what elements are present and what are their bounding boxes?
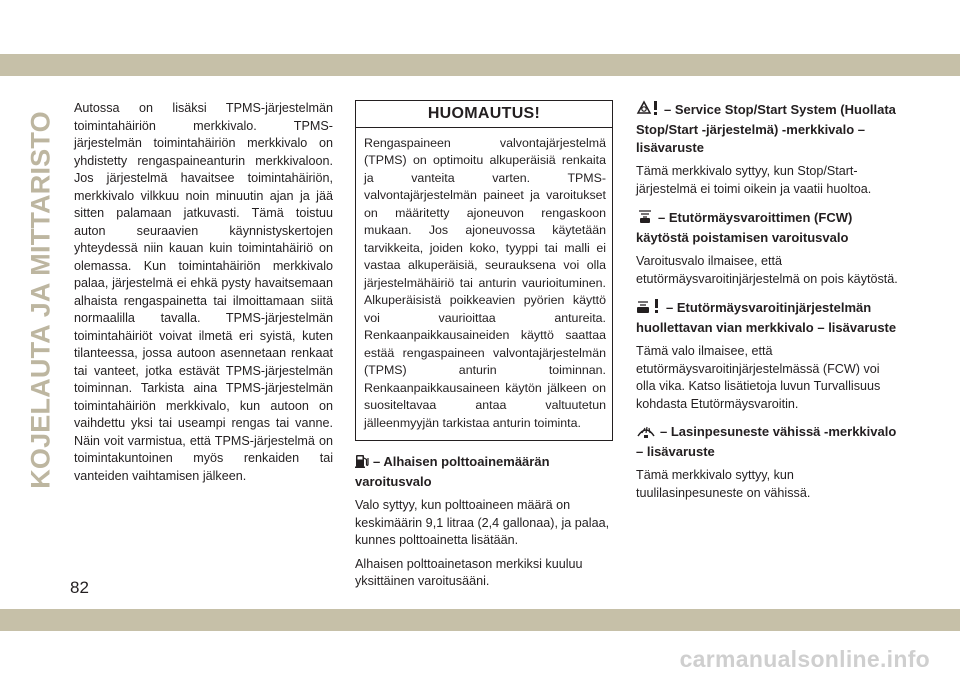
fuel-paragraph-2: Alhaisen polttoainetason merkiksi kuuluu yksittäinen varoitusääni. bbox=[355, 556, 583, 588]
stop-start-service-icon bbox=[636, 100, 660, 121]
fcw-service-heading bbox=[636, 298, 898, 337]
column-left bbox=[74, 100, 333, 485]
notice-body: Rengaspaineen valvontajärjestelmä (TPMS) on optimoitu alkuperäisiä renkaita ja vanteita varten. TPMS-valvontajärjestelmän paineet ja varoitukset on määritetty ajoneuvon rengaskoon mukaan. Jos ajoneuvossa käytetään tarvikkeita, joiden koko, tyyppi tai malli ei vastaa alkuperäisiä, seurauksena voi olla järjestelmähäiriö tai anturin vaurioituminen. Alkuperäisistä poikkeavien pyörien käyttö voi vaurioittaa antureita. Renkaanpaikkausaineiden käyttö saattaa estää rengaspaineen valvontajärjestelmän (TPMS) anturin toiminnan. Renkaanpaikkausaineen käytön jälkeen on suositeltavaa antaa valtuutetun jälleenmyyjän tarkistaa anturin toiminta. bbox=[364, 135, 606, 430]
column-right bbox=[636, 100, 898, 502]
fuel-section bbox=[355, 453, 617, 591]
fuel-pump-icon bbox=[355, 453, 369, 473]
washer-paragraph: Tämä merkkivalo syttyy, kun tuulilasinpesuneste on vähissä. bbox=[636, 468, 811, 500]
section-side-label bbox=[26, 100, 56, 500]
fcw-off-heading-text: – Etutörmäysvaroittimen (FCW) käytöstä poistamisen varoitusvalo bbox=[636, 210, 853, 245]
fcw-off-icon bbox=[636, 208, 654, 229]
washer-section bbox=[636, 423, 898, 502]
notice-title: HUOMAUTUS! bbox=[356, 101, 612, 128]
washer-heading-text: – Lasinpesuneste vähissä -merkkivalo – lisävaruste bbox=[636, 424, 897, 459]
watermark: carmanualsonline.info bbox=[679, 646, 930, 672]
fcw-off-section bbox=[636, 208, 898, 288]
stop-start-paragraph: Tämä merkkivalo syttyy, kun Stop/Start-järjestelmä ei toimi oikein ja vaatii huoltoa. bbox=[636, 164, 872, 196]
fcw-service-paragraph: Tämä valo ilmaisee, että etutörmäysvaroitinjärjestelmässä (FCW) voi olla vika. Katso lisätietoja luvun Turvallisuus kohdasta Etutörmäysvaroitin. bbox=[636, 344, 881, 411]
fcw-off-paragraph: Varoitusvalo ilmaisee, että etutörmäysvaroitinjärjestelmä on pois käytöstä. bbox=[636, 254, 898, 286]
fcw-service-icon bbox=[636, 298, 662, 319]
top-band bbox=[0, 54, 960, 76]
fcw-service-heading-text: – Etutörmäysvaroitinjärjestelmän huollettavan vian merkkivalo – lisävaruste bbox=[636, 300, 897, 335]
column-middle bbox=[355, 100, 617, 591]
stop-start-heading bbox=[636, 100, 898, 157]
stop-start-heading-text: – Service Stop/Start System (Huollata Stop/Start -järjestelmä) -merkkivalo – lisävaruste bbox=[636, 102, 896, 155]
page-number: 82 bbox=[70, 578, 89, 597]
washer-heading bbox=[636, 423, 898, 461]
fuel-heading bbox=[355, 453, 617, 491]
stop-start-section bbox=[636, 100, 898, 198]
fcw-service-section bbox=[636, 298, 898, 413]
fuel-paragraph-1: Valo syttyy, kun polttoaineen määrä on keskimäärin 9,1 litraa (2,4 gallonaa), ja palaa, kunnes polttoainetta lisätään. bbox=[355, 498, 610, 547]
tpms-malfunction-paragraph: Autossa on lisäksi TPMS-järjestelmän toimintahäiriön merkkivalo. TPMS-järjestelmän toimintahäiriön merkkivalo on yhdistetty rengaspaineanturin merkkivaloon. Jos järjestelmä havaitsee toimintahäiriön, merkkivalo vilkkuu noin minuutin ajan ja jää sitten palamaan jatkuvasti. Tämä toistuu auton seuraavien käynnistyskertojen yhteydessä niin kauan kuin toimintahäiriö on olemassa. Kun toimintahäiriön merkkivalo palaa, järjestelmä ei ehkä pysty havaitsemaan alhaista rengaspainetta tai ilmoittamaan siitä normaalilla tavalla. TPMS-järjestelmän toimintahäiriöt voivat ilmetä eri syistä, kuten tilanteessa, jossa autoon asennetaan renkaat tai vanteet, jotka estävät TPMS-järjestelmän toiminnan. Tarkista aina TPMS-järjestelmän toimintahäiriön merkkivalo, kun autoon on vaihdettu yksi tai useampi rengas tai vanne. Näin voit varmistua, että TPMS-järjestelmä on toimintakuntoinen myös renkaiden tai vanteiden vaihtamisen jälkeen. bbox=[74, 101, 333, 483]
notice-box bbox=[355, 100, 613, 441]
fuel-heading-text: – Alhaisen polttoainemäärän varoitusvalo bbox=[355, 454, 550, 489]
fcw-off-heading bbox=[636, 208, 898, 247]
bottom-band bbox=[0, 609, 960, 631]
side-label-text: KOJELAUTA JA MITTARISTO bbox=[25, 111, 56, 489]
washer-fluid-icon bbox=[636, 424, 656, 443]
